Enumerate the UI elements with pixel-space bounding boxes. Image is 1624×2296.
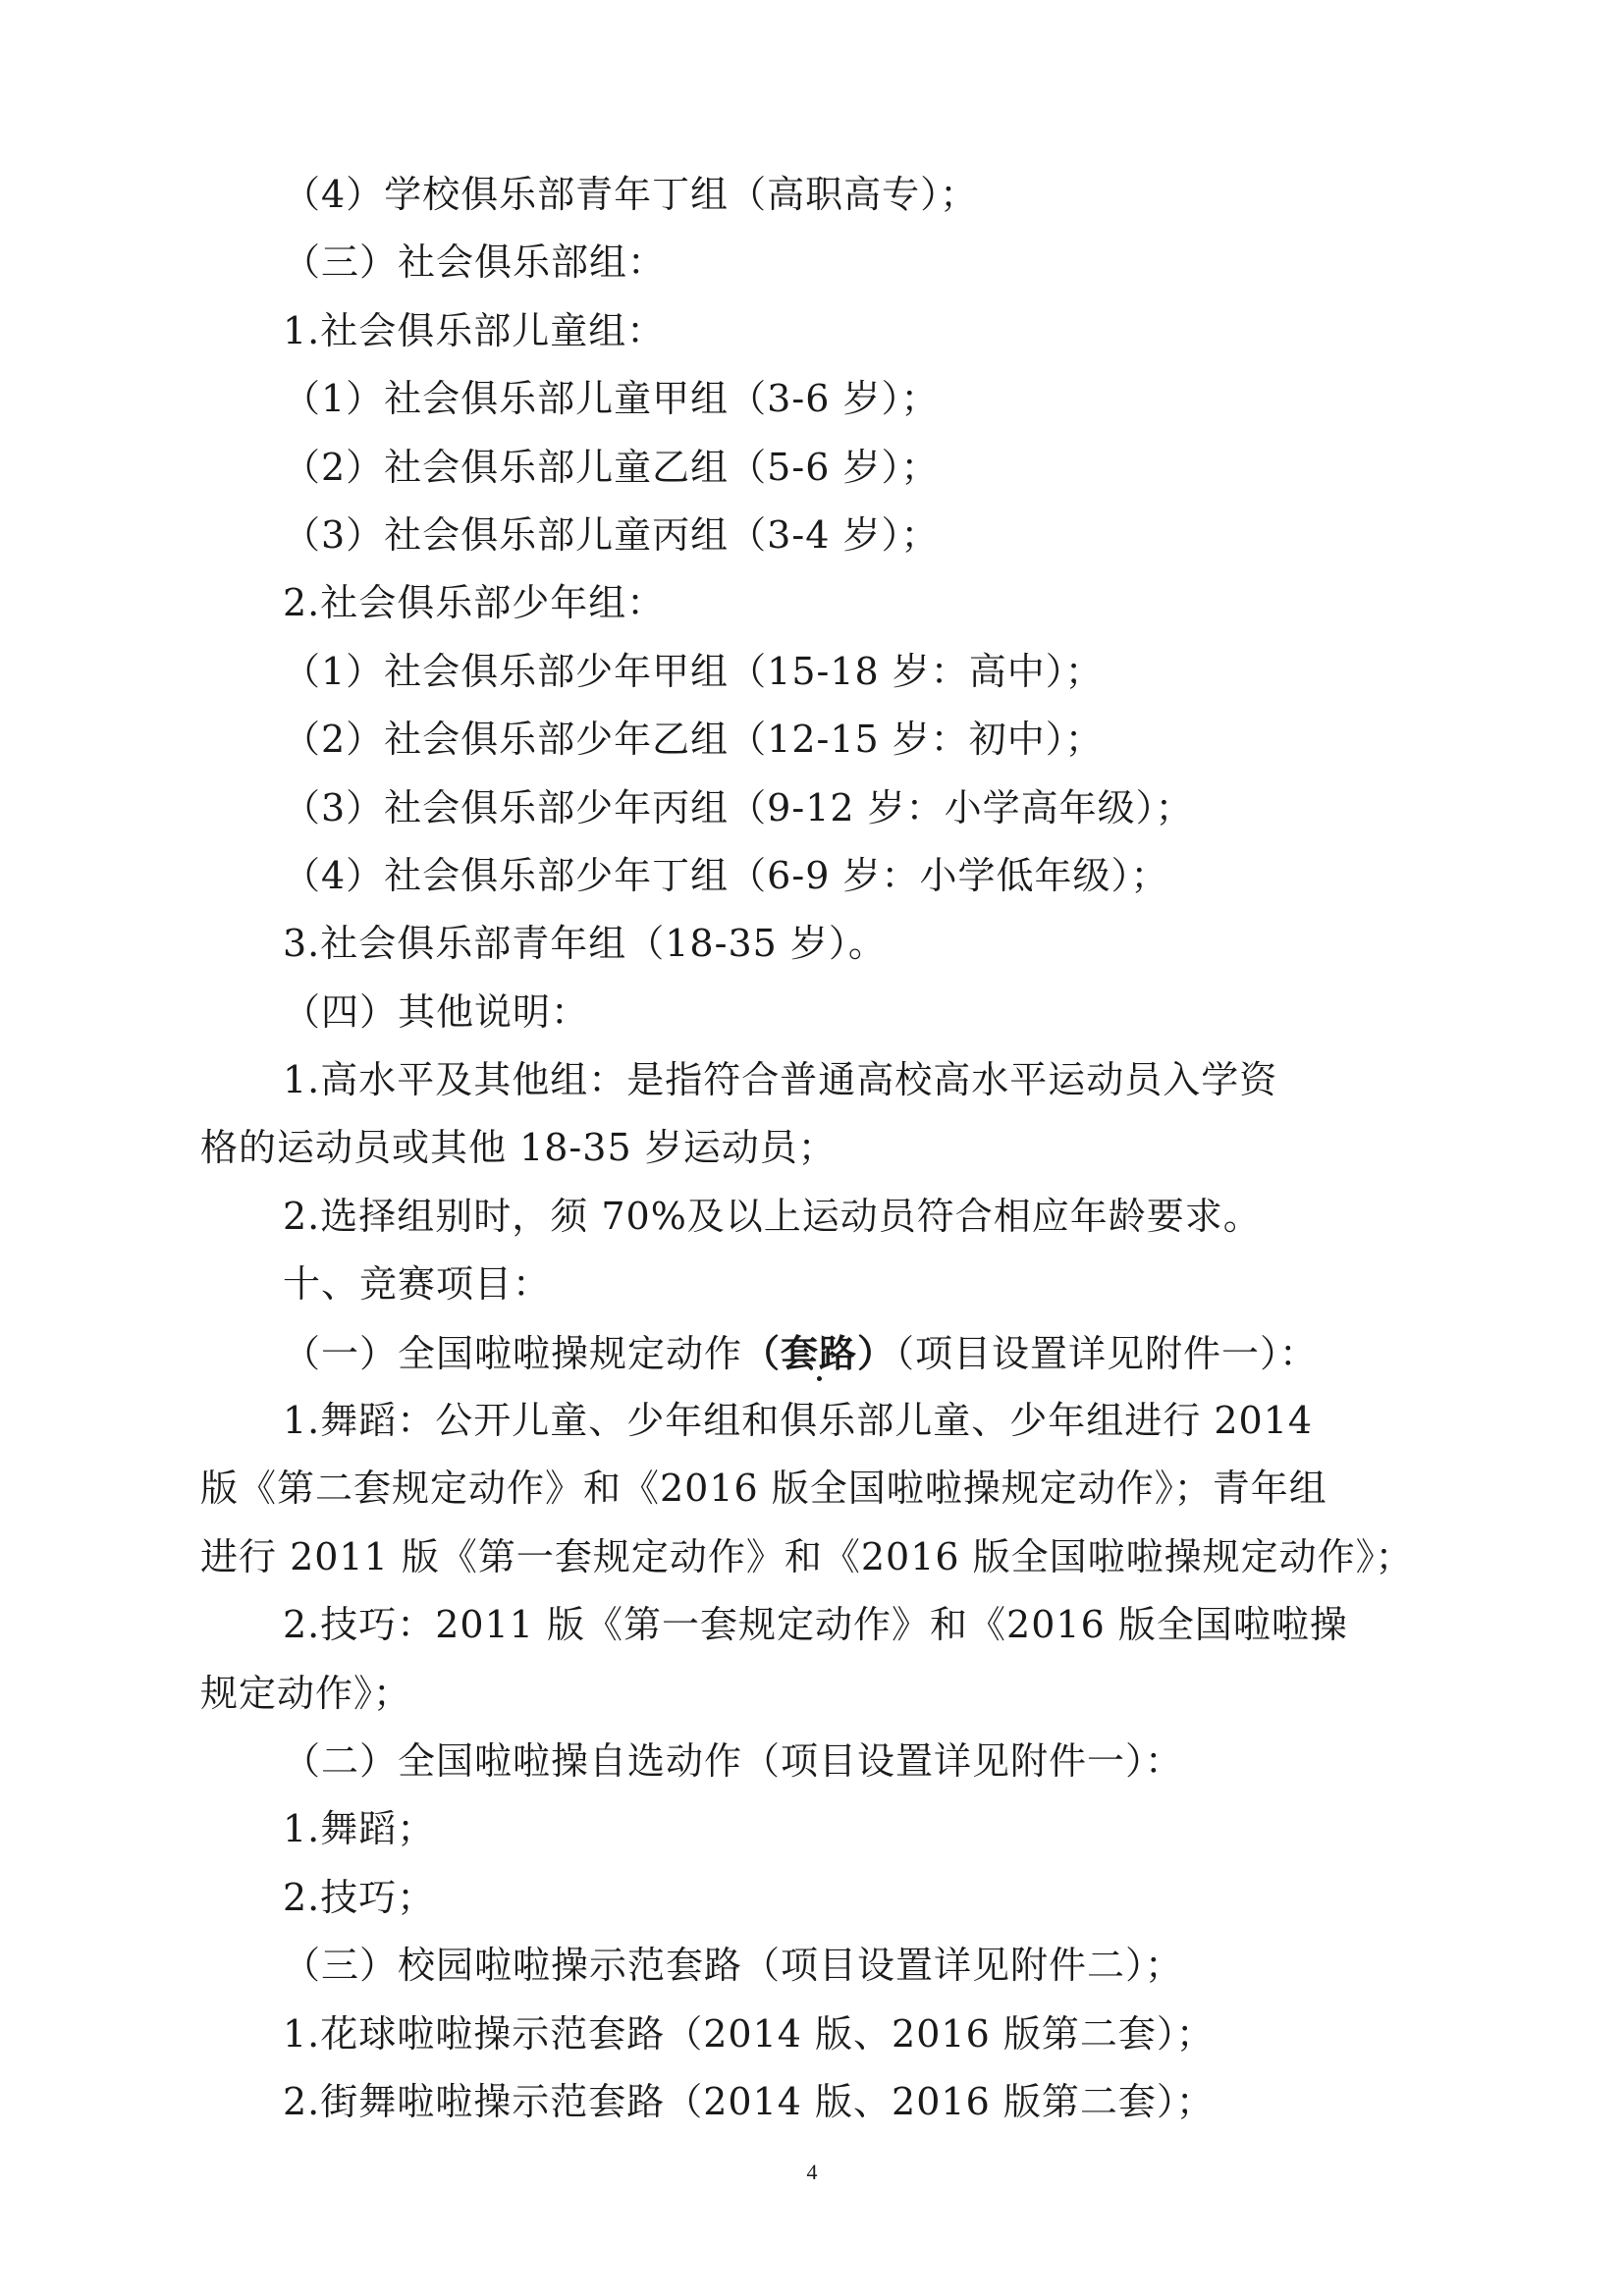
text-line: （2）社会俱乐部儿童乙组（5-6 岁）； xyxy=(283,445,940,489)
text-line: 2.技巧； xyxy=(283,1875,436,1919)
section-heading: （三）社会俱乐部组： xyxy=(283,240,667,285)
item-one-after: （项目设置详见附件一）： xyxy=(895,1331,1319,1375)
text-line: 1.舞蹈； xyxy=(283,1807,436,1851)
text-line: （4）学校俱乐部青年丁组（高职高专）； xyxy=(283,173,979,216)
item-one-emphasis: （套路） xyxy=(742,1330,896,1375)
section-heading: （四）其他说明： xyxy=(283,989,590,1034)
document-body xyxy=(200,161,1447,2136)
text-line: （1）社会俱乐部少年甲组（15-18 岁：高中）； xyxy=(283,649,1104,693)
text-line: 格的运动员或其他 18-35 岁运动员； xyxy=(200,1126,837,1170)
text-line: 2.选择组别时，须 70%及以上运动员符合相应年龄要求。 xyxy=(283,1194,1262,1238)
text-line: 2.社会俱乐部少年组： xyxy=(283,581,666,625)
text-line: 2.技巧：2011 版《第一套规定动作》和《2016 版全国啦啦操 xyxy=(283,1603,1348,1647)
text-line: （2）社会俱乐部少年乙组（12-15 岁：初中）； xyxy=(283,718,1104,762)
section-heading: （三）校园啦啦操示范套路（项目设置详见附件二）； xyxy=(283,1944,1184,1988)
text-line: 1.花球啦啦操示范套路（2014 版、2016 版第二套）； xyxy=(283,2011,1215,2056)
text-line: （4）社会俱乐部少年丁组（6-9 岁：小学低年级）； xyxy=(283,853,1169,897)
section-heading: （二）全国啦啦操自选动作（项目设置详见附件一）： xyxy=(283,1738,1184,1783)
text-line: 版《第二套规定动作》和《2016 版全国啦啦操规定动作》；青年组 xyxy=(200,1467,1327,1511)
text-line: 1.社会俱乐部儿童组： xyxy=(283,308,666,352)
text-line: 进行 2011 版《第一套规定动作》和《2016 版全国啦啦操规定动作》； xyxy=(200,1534,1414,1578)
text-line: 规定动作》； xyxy=(200,1671,412,1715)
text-line: 2.街舞啦啦操示范套路（2014 版、2016 版第二套）； xyxy=(283,2079,1215,2123)
text-line: （3）社会俱乐部少年丙组（9-12 岁：小学高年级）； xyxy=(283,785,1194,829)
text-line: （1）社会俱乐部儿童甲组（3-6 岁）； xyxy=(283,377,940,421)
section-heading: 十、竞赛项目： xyxy=(283,1262,552,1307)
item-one-before: （一）全国啦啦操规定动作 xyxy=(283,1331,743,1375)
text-line: 1.高水平及其他组：是指符合普通高校高水平运动员入学资 xyxy=(283,1058,1278,1102)
item-one-line xyxy=(200,1319,1447,1387)
text-line: （3）社会俱乐部儿童丙组（3-4 岁）； xyxy=(283,512,940,557)
page-number: 4 xyxy=(806,2160,818,2184)
text-line: 1.舞蹈：公开儿童、少年组和俱乐部儿童、少年组进行 2014 xyxy=(283,1399,1314,1443)
text-line: 3.社会俱乐部青年组（18-35 岁）。 xyxy=(283,922,887,966)
